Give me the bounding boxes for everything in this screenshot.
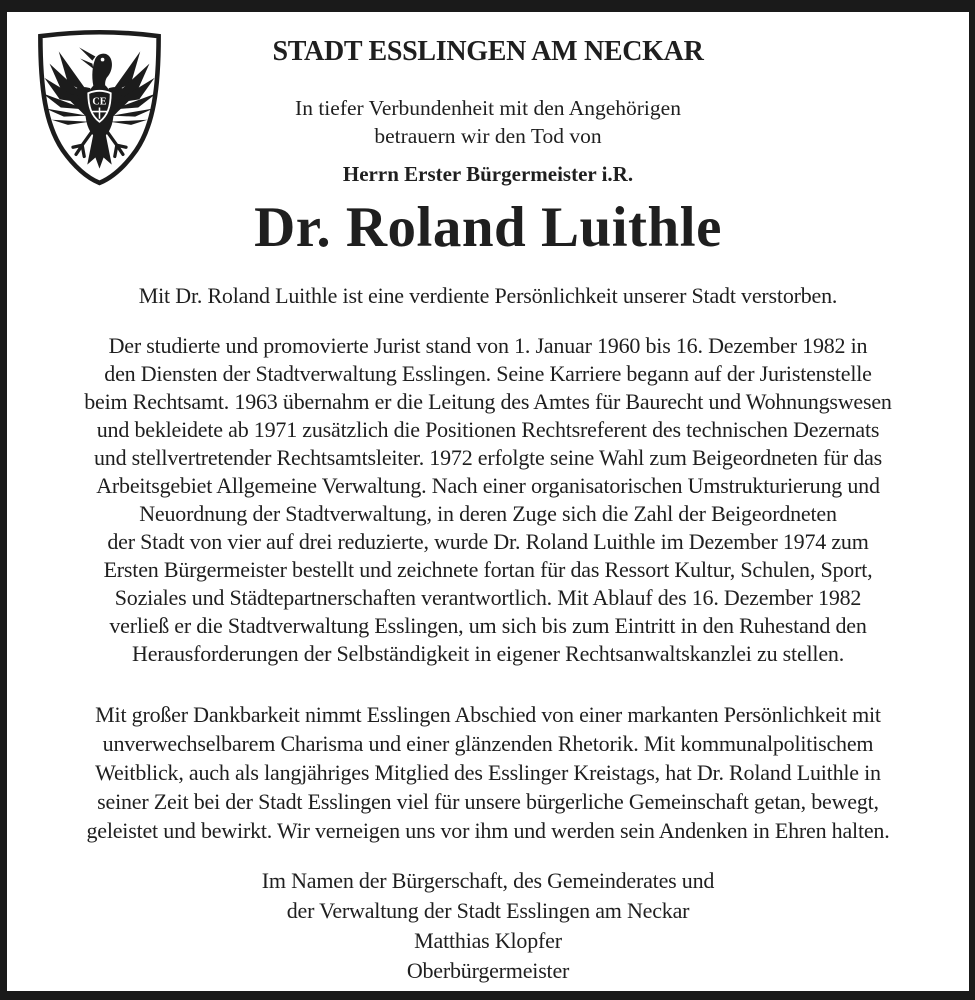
text-line: Oberbürgermeister	[406, 958, 570, 983]
text-line: Weitblick, auch als langjähriges Mitglied des Esslinger Kreistags, hat Dr. Roland Luithle in	[95, 760, 881, 785]
text-line: der Verwaltung der Stadt Esslingen am Neckar	[286, 898, 690, 923]
text-line: beim Rechtsamt. 1963 übernahm er die Leitung des Amtes für Baurecht und Wohnungswesen	[84, 389, 892, 414]
text-line: Mit großer Dankbarkeit nimmt Esslingen Abschied von einer markanten Persönlichkeit mit	[95, 702, 881, 727]
text-line: In tiefer Verbundenheit mit den Angehörigen	[295, 96, 681, 120]
text-line: Ersten Bürgermeister bestellt und zeichnete fortan für das Ressort Kultur, Schulen, Sport,	[103, 557, 873, 582]
text-line: verließ er die Stadtverwaltung Esslingen, um sich bis zum Eintritt in den Ruhestand den	[109, 613, 867, 638]
lead-paragraph: Mit Dr. Roland Luithle ist eine verdiente Persönlichkeit unserer Stadt verstorben.	[138, 283, 838, 308]
text-line: Neuordnung der Stadtverwaltung, in deren Zuge sich die Zahl der Beigeordneten	[139, 501, 837, 526]
text-line: Soziales und Städtepartnerschaften verantwortlich. Mit Ablauf des 16. Dezember 1982	[114, 585, 862, 610]
text-line: den Diensten der Stadtverwaltung Esslingen. Seine Karriere begann auf der Juristenstelle	[104, 361, 872, 386]
text-line: und stellvertretender Rechtsamtsleiter. 1972 erfolgte seine Wahl zum Beigeordneten für das	[93, 445, 883, 470]
crest-monogram: CE	[92, 96, 107, 108]
text-line: Matthias Klopfer	[414, 928, 562, 953]
farewell-paragraph	[21, 700, 956, 845]
text-line: betrauern wir den Tod von	[374, 124, 602, 148]
text-line: seiner Zeit bei der Stadt Esslingen viel für unsere bürgerliche Gemeinschaft getan, bewegt,	[97, 789, 879, 814]
text-line: unverwechselbarem Charisma und einer glänzenden Rhetorik. Mit kommunalpolitischem	[102, 731, 874, 756]
text-line: Der studierte und promovierte Jurist stand von 1. Januar 1960 bis 16. Dezember 1982 in	[108, 333, 868, 358]
text-line: Herausforderungen der Selbständigkeit in eigener Rechtsanwaltskanzlei zu stellen.	[132, 641, 844, 666]
honorific-line: Herrn Erster Bürgermeister i.R.	[342, 162, 634, 186]
esslingen-crest-icon	[33, 29, 166, 187]
career-paragraph	[21, 332, 956, 668]
text-line: Im Namen der Bürgerschaft, des Gemeinderates und	[261, 868, 715, 893]
text-line: geleistet und bewirkt. Wir verneigen uns vor ihm und werden sein Andenken in Ehren halten.	[86, 818, 890, 843]
text-line: der Stadt von vier auf drei reduzierte, wurde Dr. Roland Luithle im Dezember 1974 zum	[107, 529, 869, 554]
organization-title: STADT ESSLINGEN AM NECKAR	[272, 36, 704, 67]
deceased-name: Dr. Roland Luithle	[254, 196, 722, 259]
text-line: Arbeitsgebiet Allgemeine Verwaltung. Nach einer organisatorischen Umstrukturierung und	[96, 473, 880, 498]
signature-block	[21, 866, 956, 986]
text-line: und bekleidete ab 1971 zusätzlich die Positionen Rechtsreferent des technischen Dezernats	[96, 417, 880, 442]
